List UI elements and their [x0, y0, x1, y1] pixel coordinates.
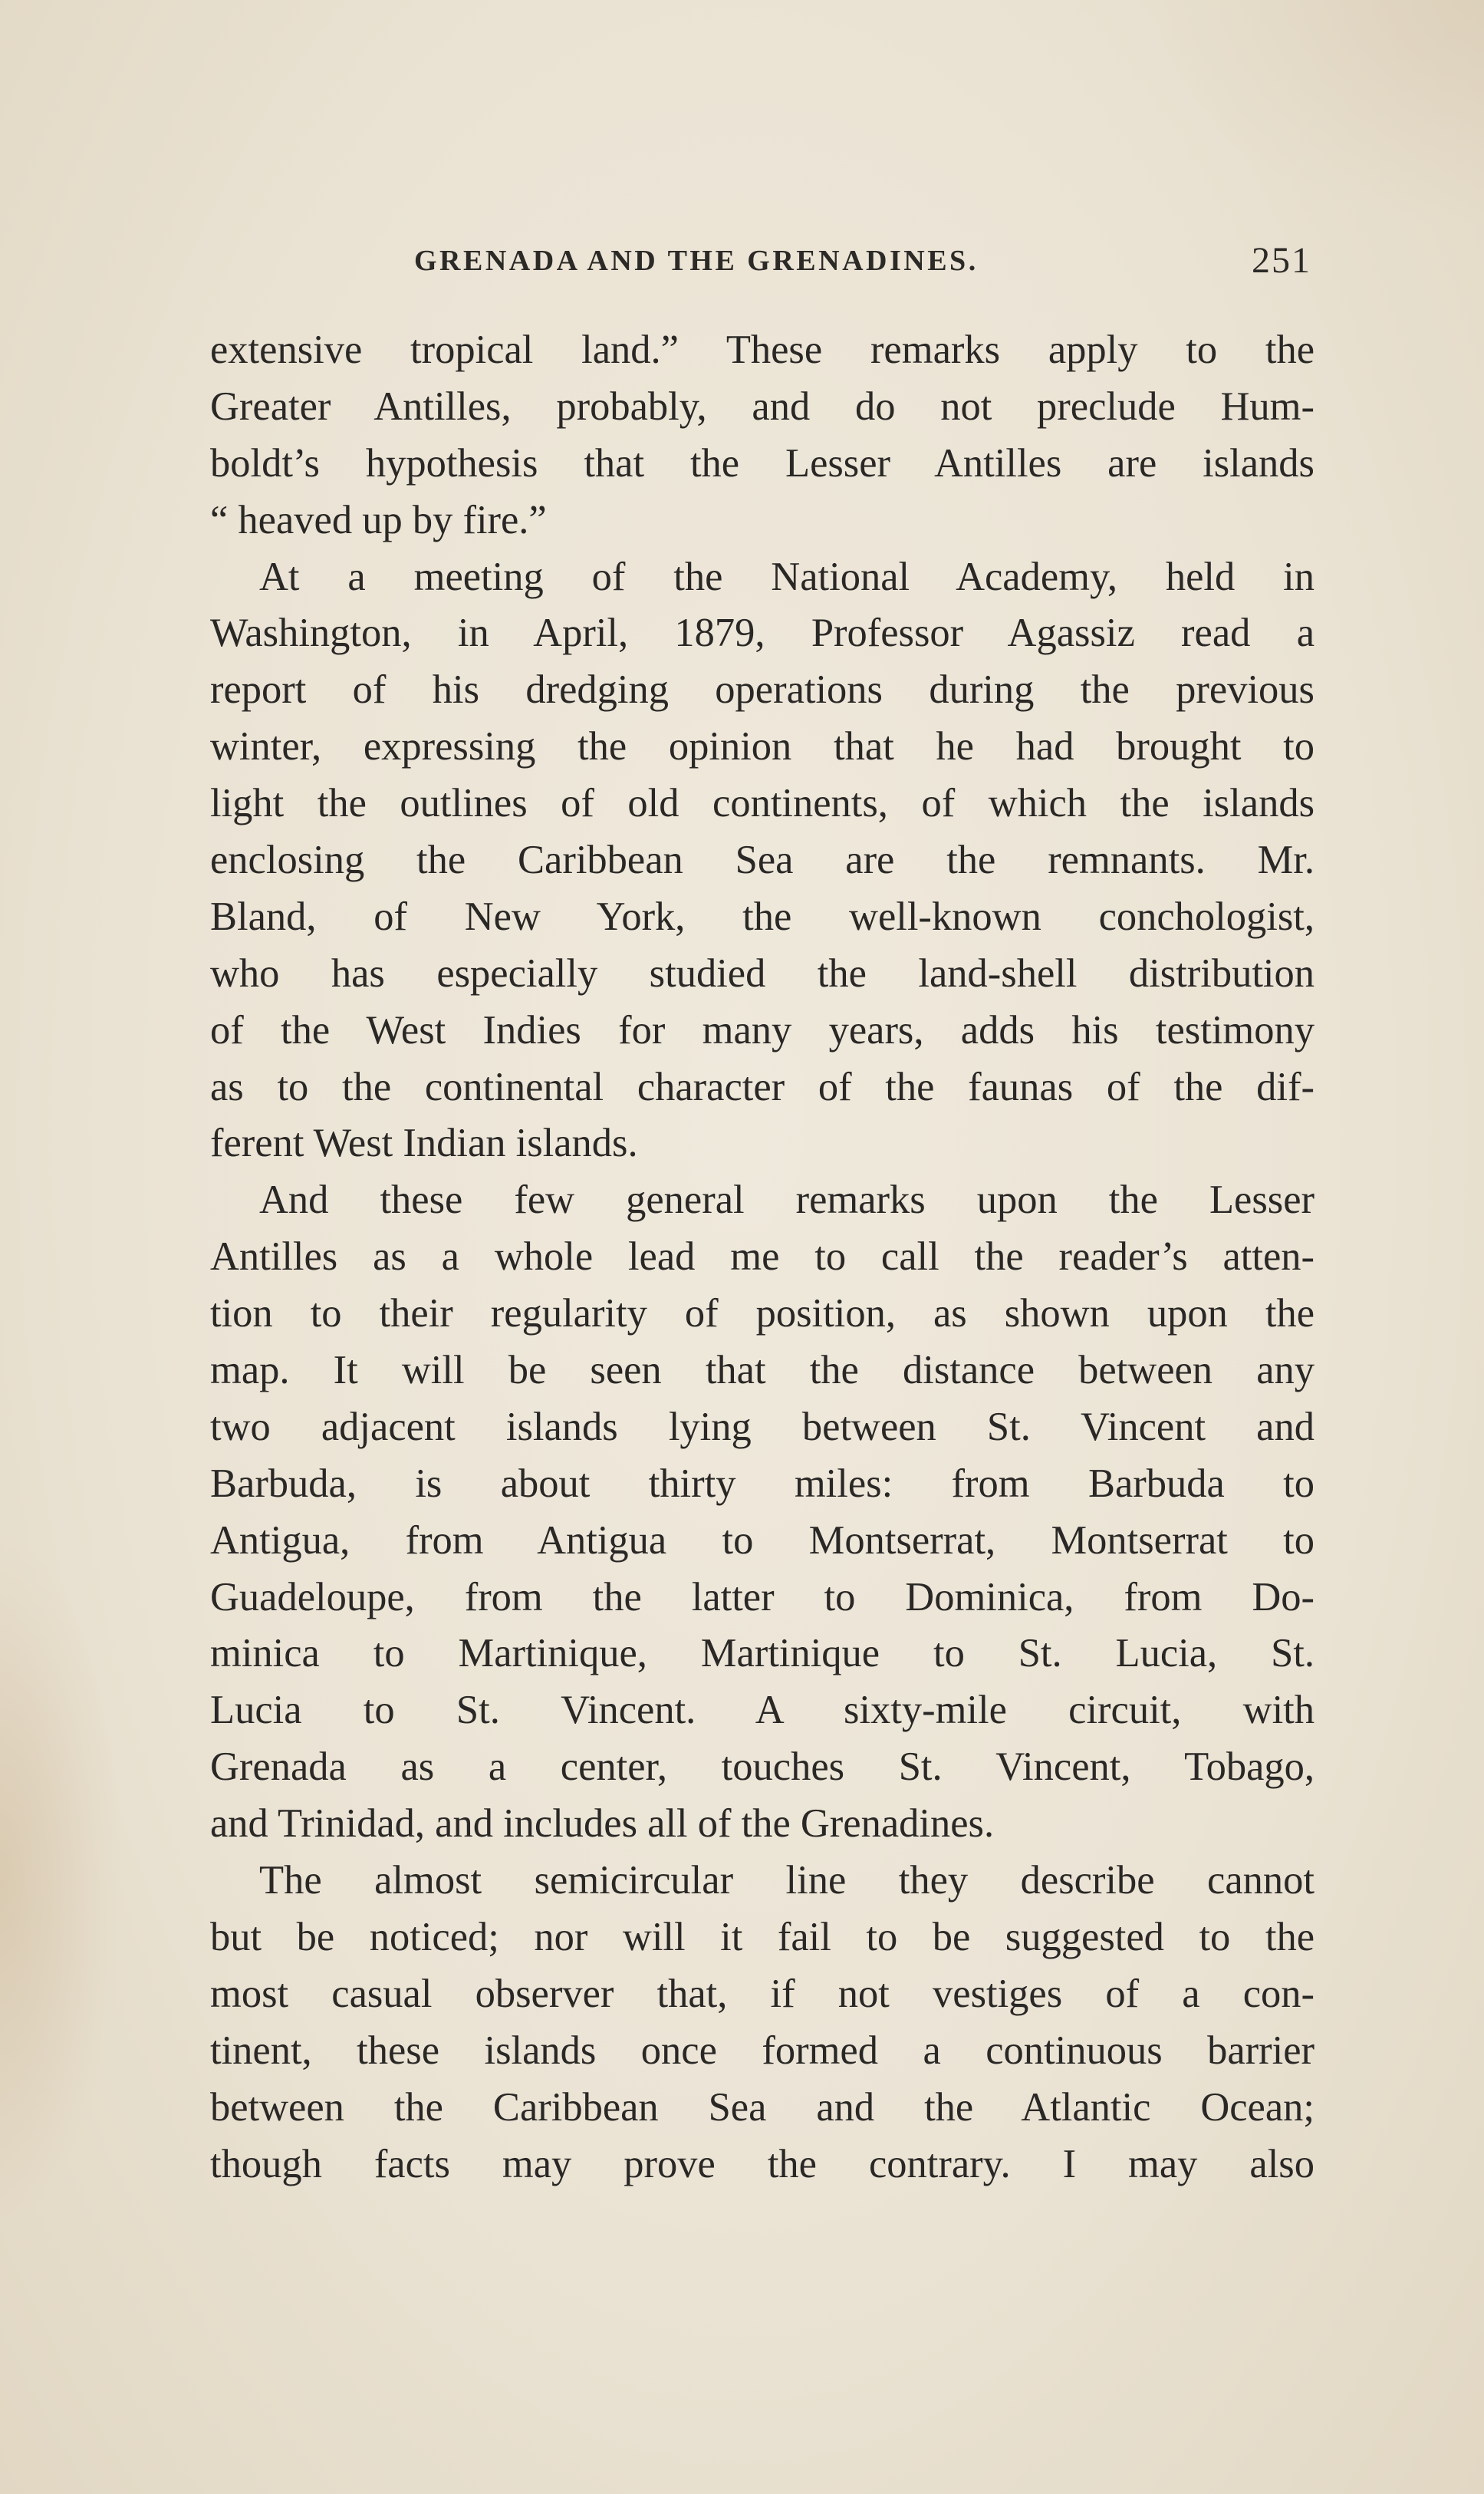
text-line: between the Caribbean Sea and the Atlantic Ocean;: [210, 2084, 1315, 2130]
text-line: Antilles as a whole lead me to call the reader’s atten-: [210, 1234, 1315, 1280]
text-line: tion to their regularity of position, as shown upon the: [210, 1291, 1315, 1336]
text-line: And these few general remarks upon the Lesser: [259, 1178, 1315, 1223]
text-line: “ heaved up by fire.”: [210, 497, 547, 542]
text-line: Antigua, from Antigua to Montserrat, Montserrat to: [210, 1517, 1315, 1563]
text-line: Bland, of New York, the well-known conchologist,: [210, 894, 1315, 939]
text-line: Greater Antilles, probably, and do not preclude Hum-: [210, 384, 1315, 429]
text-line: two adjacent islands lying between St. Vincent and: [210, 1404, 1315, 1449]
text-line: Grenada as a center, touches St. Vincent, Tobago,: [210, 1744, 1315, 1790]
text-line: who has especially studied the land-shell distribution: [210, 950, 1315, 996]
page-header: [414, 239, 1311, 285]
text-line: Barbuda, is about thirty miles: from Barbuda to: [210, 1461, 1315, 1506]
paragraph-2: [210, 549, 1315, 1173]
running-head: GRENADA AND THE GRENADINES.: [414, 245, 979, 277]
text-line: ferent West Indian islands.: [210, 1121, 638, 1166]
text-line: minica to Martinique, Martinique to St. Lucia, St.: [210, 1631, 1315, 1676]
text-line: The almost semicircular line they describe cannot: [259, 1858, 1315, 1903]
text-line: and Trinidad, and includes all of the Grenadines.: [210, 1801, 995, 1847]
text-line: light the outlines of old continents, of which the islands: [210, 781, 1315, 826]
text-line: tinent, these islands once formed a continuous barrier: [210, 2028, 1315, 2073]
text-line: At a meeting of the National Academy, held in: [259, 554, 1315, 599]
text-line: extensive tropical land.” These remarks apply to the: [210, 328, 1315, 372]
text-line: but be noticed; nor will it fail to be suggested to the: [210, 1914, 1315, 1959]
paragraph-4: [210, 1853, 1315, 2193]
page-number: 251: [1252, 240, 1311, 281]
text-line: most casual observer that, if not vestiges of a con-: [210, 1971, 1315, 2016]
paper-stain: [1150, 0, 1484, 230]
text-line: boldt’s hypothesis that the Lesser Antilles are islands: [210, 440, 1315, 486]
paragraph-3: [210, 1172, 1315, 1853]
text-line: enclosing the Caribbean Sea are the remnants. Mr.: [210, 838, 1315, 883]
text-line: though facts may prove the contrary. I may also: [210, 2141, 1315, 2186]
text-line: as to the continental character of the faunas of the dif-: [210, 1064, 1315, 1109]
paper-stain: [0, 1534, 123, 2225]
paragraph-1: [210, 322, 1315, 549]
text-line: winter, expressing the opinion that he had brought to: [210, 724, 1315, 769]
text-line: of the West Indies for many years, adds his testimony: [210, 1007, 1315, 1053]
text-line: map. It will be seen that the distance between any: [210, 1348, 1315, 1393]
text-line: report of his dredging operations during the previous: [210, 667, 1315, 713]
text-line: Washington, in April, 1879, Professor Agassiz read a: [210, 611, 1315, 656]
text-line: Lucia to St. Vincent. A sixty-mile circuit, with: [210, 1688, 1315, 1733]
body-text: [210, 322, 1315, 2193]
text-line: Guadeloupe, from the latter to Dominica, from Do-: [210, 1574, 1315, 1619]
